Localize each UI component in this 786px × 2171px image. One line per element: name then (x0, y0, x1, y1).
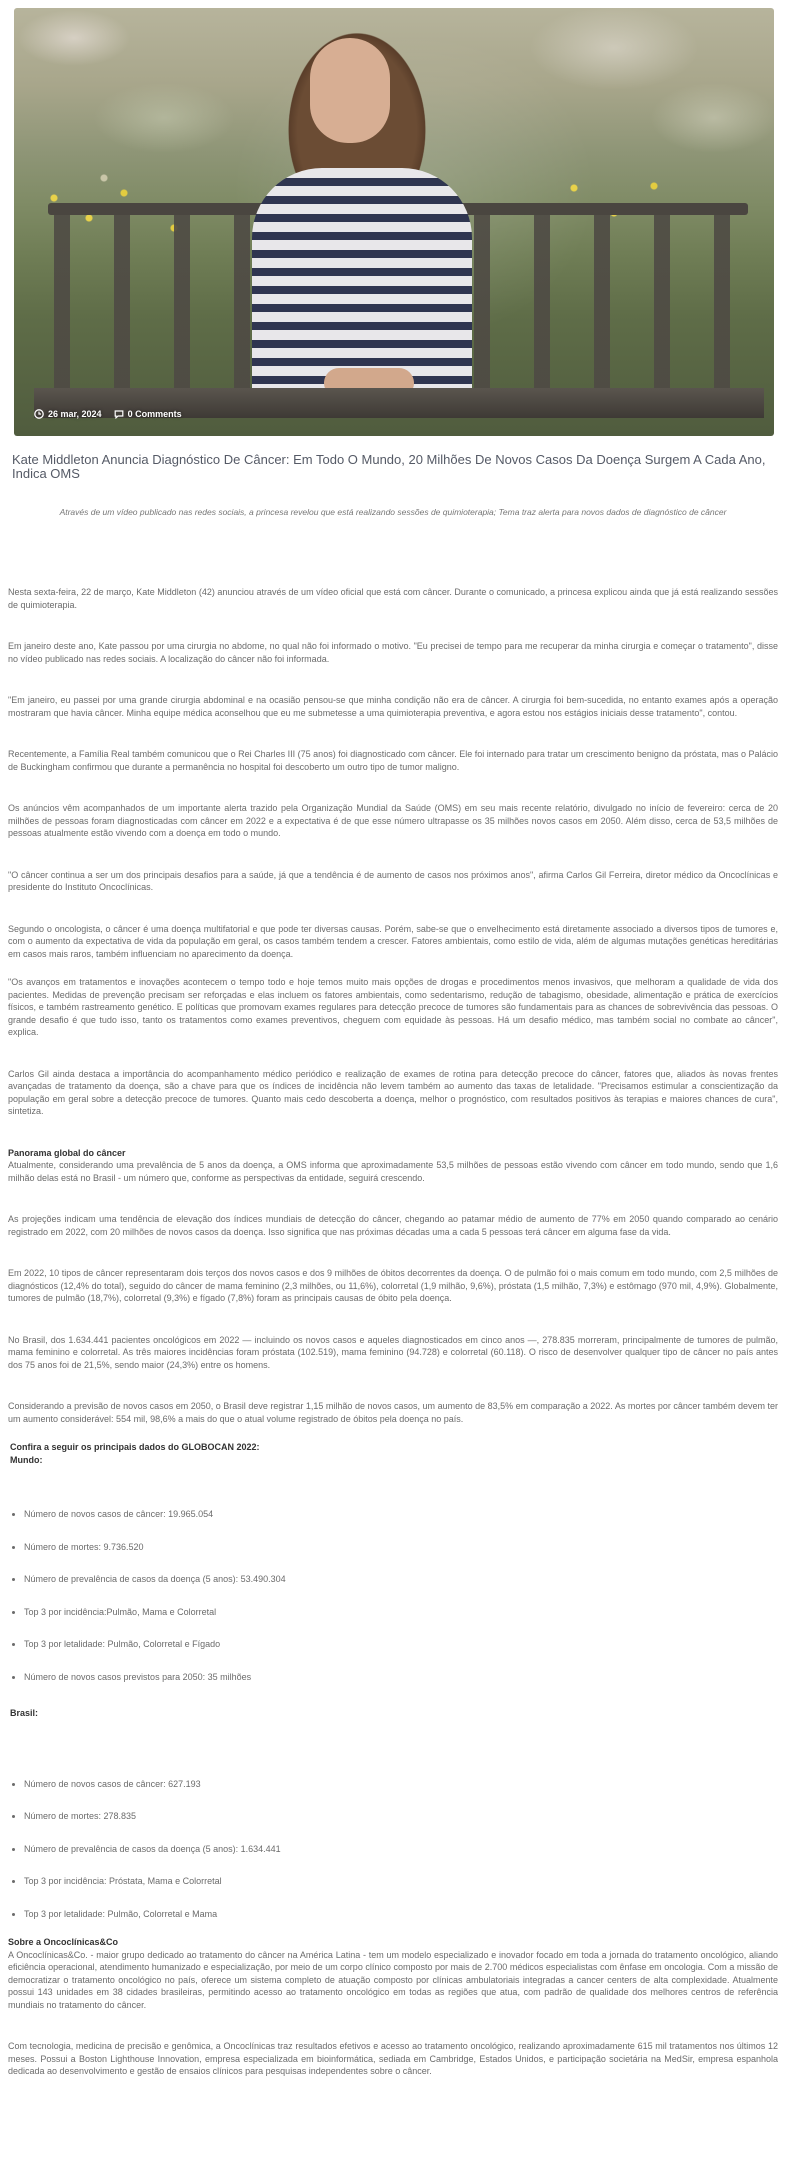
paragraph: A Oncoclínicas&Co. - maior grupo dedicado ao tratamento do câncer na América Latina - tem um modelo especializado e inovador focado em toda a jornada do tratamento oncológico, aliando eficiência operacional, atendimento humanizado e especialização, por meio de um corpo clínico composto por mais de 2.700 médicos especialistas com ênfase em oncologia. Com a missão de democratizar o tratamento oncológico no país, oferece um sistema completo de atuação composto por clínicas ambulatoriais integradas a cancer centers de alta complexidade. Atualmente possui 143 unidades em 38 cidades brasileiras, permitindo acesso ao tratamento oncológico em todas as regiões que atua, com padrão de qualidade dos melhores centros de referência mundiais no tratamento do câncer. (8, 1949, 778, 2010)
world-label: Mundo: (10, 1454, 43, 1465)
section-heading-global: Panorama global do câncer (8, 1147, 126, 1158)
paragraph: Nesta sexta-feira, 22 de março, Kate Middleton (42) anunciou através de um vídeo oficial que está com câncer. Durante o comunicado, a princesa explicou ainda que já está realizando sessões de quimioterapia. (8, 587, 778, 610)
post-meta (34, 408, 182, 421)
list-item: • Número de prevalência de casos da doença (5 anos): 1.634.441 (24, 1843, 778, 1856)
brasil-data-list (8, 1778, 778, 1921)
list-item: • Top 3 por incidência:Pulmão, Mama e Colorretal (24, 1606, 778, 1619)
list-item: • Número de novos casos de câncer: 19.965.054 (24, 1508, 778, 1521)
section-heading-about: Sobre a Oncoclínicas&Co (8, 1937, 119, 1947)
paragraph: Segundo o oncologista, o câncer é uma doença multifatorial e que pode ter diversas causas. Porém, sabe-se que o envelhecimento está diretamente associado a diversos tipos de tumores e, com o aumento da expectativa de vida da população em geral, os casos também tendem a crescer. Fatores ambientais, como estilo de vida, além de algumas mutações genéticas hereditárias em casos mais raros, também influenciam no aparecimento da doença. (8, 923, 778, 959)
paragraph: Considerando a previsão de novos casos em 2050, o Brasil deve registrar 1,15 milhão de novos casos, um aumento de 83,5% em comparação a 2022. As mortes por câncer também devem ter um aumento considerável: 554 mil, 98,6% a mais do que o atual volume registrado de óbitos pela doença no país. (8, 1401, 778, 1424)
person-face (310, 38, 390, 143)
post-date: 26 mar, 2024 (48, 408, 102, 419)
paragraph: "Os avanços em tratamentos e inovações acontecem o tempo todo e hoje temos muito mais opções de drogas e procedimentos menos invasivos, que melhoram a qualidade de vida dos pacientes. Medidas de prevenção precisam ser reforçadas e elas incluem os fatores ambientais, como sedentarismo, redução de tabagismo, obesidade, alimentação e prática de exercícios físicos, e também rastreamento genético. E políticas que promovam exames regulares para detecção precoce de tumores são fundamentais para as chances de sobrevivência das pessoas. O grande desafio é que tudo isso, tanto os tratamentos como exames preventivos, cheguem com equidade às pessoas. Há um desafio médico, mas também social no combate ao câncer", explica. (8, 977, 778, 1037)
world-data-list (8, 1508, 778, 1683)
paragraph: Os anúncios vêm acompanhados de um importante alerta trazido pela Organização Mundial da Saúde (OMS) em seu mais recente relatório, divulgado no início de fevereiro: cerca de 20 milhões de pessoas foram diagnosticadas com câncer em 2022 e a expectativa é de que esse número ultrapasse os 35 milhões novos casos em 2050. Além disso, cerca de 53,5 milhões de pessoas atualmente estão vivendo com a doença em todo o mundo. (8, 803, 778, 838)
paragraph: Atualmente, considerando uma prevalência de 5 anos da doença, a OMS informa que aproximadamente 53,5 milhões de pessoas estão vivendo com câncer em todo mundo, sendo que 1,6 milhão delas está no Brasil - um número que, conforme as perspectivas da entidade, seguirá crescendo. (8, 1160, 778, 1183)
clock-icon (34, 409, 44, 419)
paragraph: As projeções indicam uma tendência de elevação dos índices mundiais de detecção do câncer, chegando ao patamar médio de aumento de 77% em 2050 quando comparado ao cenário registrado em 2022, com 20 milhões de novos casos da doença. Isso significa que nas próximas décadas uma a cada 5 pessoas terá câncer em alguma fase da vida. (8, 1214, 778, 1237)
post-comments-link[interactable]: 0 Comments (127, 408, 182, 419)
list-item: • Número de novos casos previstos para 2050: 35 milhões (24, 1671, 778, 1684)
brasil-label: Brasil: (10, 1708, 39, 1718)
paragraph: "Em janeiro, eu passei por uma grande cirurgia abdominal e na ocasião pensou-se que minha condição não era de câncer. A cirurgia foi bem-sucedida, no entanto exames após a operação mostraram que havia câncer. Minha equipe médica aconselhou que eu me submetesse a uma quimioterapia preventiva, e agora estou nos estágios iniciais desse tratamento", contou. (8, 695, 778, 718)
list-item: • Número de mortes: 278.835 (24, 1810, 778, 1823)
comment-icon (114, 409, 124, 419)
list-item: • Top 3 por letalidade: Pulmão, Colorretal e Fígado (24, 1638, 778, 1651)
paragraph: Em 2022, 10 tipos de câncer representaram dois terços dos novos casos e dos 9 milhões de óbitos decorrentes da doença. O de pulmão foi o mais comum em todo mundo, com 2,5 milhões de diagnósticos (12,4% do total), seguido do câncer de mama feminino (2,3 milhões, ou 11,6%), colorretal (1,9 milhão, 9,6%), próstata (1,5 milhão, 7,3%) e estômago (970 mil, 4,9%). Globalmente, tumores de pulmão (18,7%), colorretal (9,3%) e fígado (7,8%) foram as principais causas de óbito pela doença. (8, 1268, 778, 1303)
paragraph: No Brasil, dos 1.634.441 pacientes oncológicos em 2022 — incluindo os novos casos e aqueles diagnosticados em cinco anos —, 278.835 morreram, principalmente de tumores de pulmão, mama feminino e colorretal. As três maiores incidências foram próstata (102.519), mama feminino (94.728) e colorretal (60.118). O risco de desenvolver qualquer tipo de câncer no país antes dos 75 anos foi de 21,5%, sendo maior (24,3%) entre os homens. (8, 1334, 778, 1370)
paragraph: Com tecnologia, medicina de precisão e genômica, a Oncoclínicas traz resultados efetivos e acesso ao tratamento oncológico, realizando aproximadamente 615 mil tratamentos nos últimos 12 meses. Possui a Boston Lighthouse Innovation, empresa especializada em bioinformática, sediada em Cambridge, Estados Unidos, e participação societária na MedSir, empresa espanhola dedicada ao desenvolvimento e gestão de ensaios clínicos para pesquisas independentes sobre o câncer. (8, 2041, 778, 2076)
article-subtitle: Através de um vídeo publicado nas redes sociais, a princesa revelou que está realizando sessões de quimioterapia; Tema traz alerta para novos dados de diagnóstico de câncer (59, 507, 727, 517)
paragraph: Em janeiro deste ano, Kate passou por uma cirurgia no abdome, no qual não foi informado o motivo. "Eu precisei de tempo para me recuperar da minha cirurgia e começar o tratamento", disse no vídeo publicado nas redes sociais. A localização do câncer não foi informada. (8, 641, 778, 664)
paragraph: Carlos Gil ainda destaca a importância do acompanhamento médico periódico e realização de exames de rotina para detecção precoce do câncer, fatores que, aliados às novas frentes avançadas de tratamento da doença, são a chave para que os índices de incidência não levem também ao aumento das taxas de letalidade. "Precisamos estimular a conscientização da população em geral sobre a detecção precoce de tumores. Quanto mais cedo descoberta a doença, melhor o prognóstico, com resultados positivos às terapias e maiores chances de cura", sintetiza. (8, 1068, 778, 1116)
list-item: • Número de novos casos de câncer: 627.193 (24, 1778, 778, 1791)
globocan-heading: Confira a seguir os principais dados do GLOBOCAN 2022: (10, 1442, 260, 1452)
list-item: • Número de mortes: 9.736.520 (24, 1541, 778, 1554)
paragraph: "O câncer continua a ser um dos principais desafios para a saúde, já que a tendência é de aumento de casos nos próximos anos", afirma Carlos Gil Ferreira, diretor médico da Oncoclínicas e presidente do Instituto Oncoclínicas. (8, 869, 778, 892)
hero-image (14, 8, 774, 436)
list-item: • Número de prevalência de casos da doença (5 anos): 53.490.304 (24, 1573, 778, 1586)
list-item: • Top 3 por incidência: Próstata, Mama e Colorretal (24, 1875, 778, 1888)
article-body (8, 586, 778, 2078)
article-title: Kate Middleton Anuncia Diagnóstico De Câncer: Em Todo O Mundo, 20 Milhões De Novos Casos Da Doença Surgem A Cada Ano, Indica OMS (12, 452, 766, 481)
paragraph: Recentemente, a Família Real também comunicou que o Rei Charles III (75 anos) foi diagnosticado com câncer. Ele foi internado para tratar um crescimento benigno da próstata, mas o Palácio de Buckingham confirmou que durante a permanência no hospital foi descoberto um outro tipo de tumor maligno. (8, 749, 778, 772)
list-item: • Top 3 por letalidade: Pulmão, Colorretal e Mama (24, 1908, 778, 1921)
